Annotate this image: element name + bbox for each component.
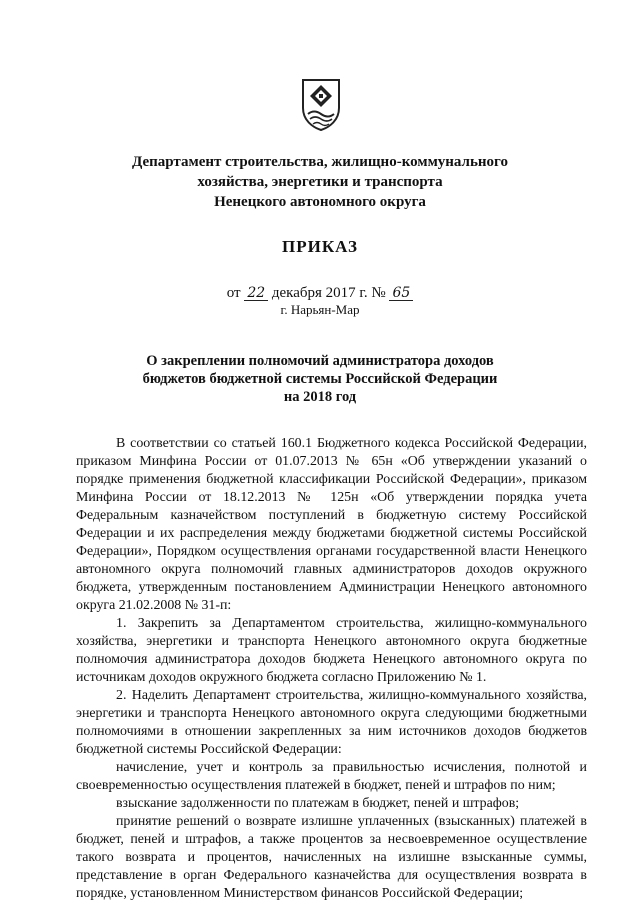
- subject-line-1: О закреплении полномочий администратора доходов: [146, 353, 494, 369]
- date-prefix: от: [226, 285, 241, 301]
- document-body: [76, 435, 587, 903]
- city-line: г. Нарьян-Мар: [280, 302, 360, 317]
- body-paragraph: взыскание задолженности по платежам в бюджет, пеней и штрафов;: [116, 796, 520, 811]
- order-dateline: [60, 285, 580, 302]
- order-subject: [60, 352, 580, 406]
- body-paragraph: 2. Наделить Департамент строительства, жилищно-коммунального хозяйства, энергетики и транспорта Ненецкого автономного округа следующими бюджетными полномочиями в отношении закрепленных за ним источников доходов бюджетов бюджетной системы Российской Федерации:: [76, 688, 587, 757]
- handwritten-order-number: 65: [389, 286, 413, 301]
- handwritten-day: 22: [244, 286, 268, 301]
- body-paragraph: В соответствии со статьей 160.1 Бюджетного кодекса Российской Федерации, приказом Минфина России от 01.07.2013 № 65н «Об утверждении указаний о порядке применения бюджетной классификации Российской Федерации», приказом Минфина России от 18.12.2013 № 125н «Об утверждении порядка учета Федеральным казначейством поступлений в бюджетную систему Российской Федерации и их распределения между бюджетами бюджетной системы Российской Федерации», Порядком осуществления органами государственной власти Ненецкого автономного округа полномочий главных администраторов доходов окружного бюджета, утвержденным постановлением Администрации Ненецкого автономного округа 21.02.2008 № 31-п:: [76, 436, 587, 613]
- body-paragraph: 1. Закрепить за Департаментом строительства, жилищно-коммунального хозяйства, энергетики и транспорта Ненецкого автономного округа бюджетные полномочия администратора доходов бюджета Ненецкого автономного округа по источникам доходов окружного бюджета согласно Приложению № 1.: [76, 616, 587, 685]
- document-title: ПРИКАЗ: [282, 237, 358, 256]
- body-paragraph: начисление, учет и контроль за правильностью исчисления, полнотой и своевременностью осуществления платежей в бюджет, пеней и штрафов по ним;: [76, 760, 587, 793]
- header-line-1: Департамент строительства, жилищно-коммунального: [131, 154, 508, 170]
- coat-of-arms-emblem: [301, 78, 341, 132]
- header-line-3: Ненецкого автономного округа: [214, 194, 426, 210]
- body-paragraph: принятие решений о возврате излишне уплаченных (взысканных) платежей в бюджет, пеней и штрафов, а также процентов за несвоевременное осуществление такого возврата и процентов, начисленных на излишне взысканные суммы, представление в орган Федерального казначейства для осуществления возврата в порядке, установленном Министерством финансов Российской Федерации;: [76, 814, 587, 901]
- subject-line-3: на 2018 год: [283, 389, 357, 405]
- department-header: [60, 152, 580, 212]
- header-line-2: хозяйства, энергетики и транспорта: [197, 174, 443, 190]
- date-month-year: декабря 2017 г. №: [271, 285, 386, 301]
- subject-line-2: бюджетов бюджетной системы Российской Федерации: [142, 371, 498, 387]
